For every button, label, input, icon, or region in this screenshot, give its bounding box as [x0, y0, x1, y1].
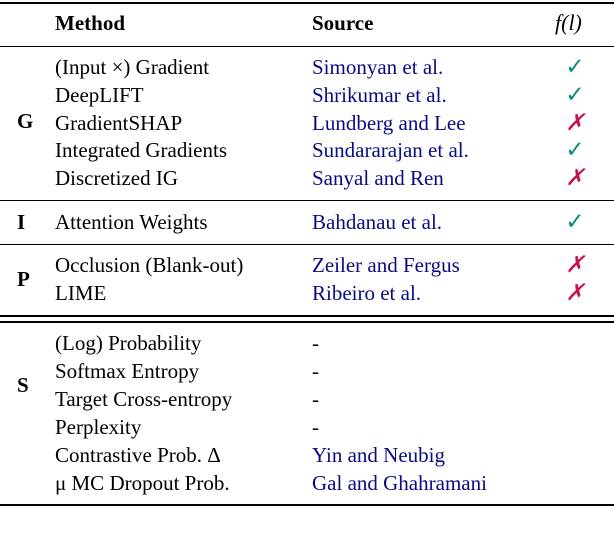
- group-label: I: [17, 210, 26, 234]
- double-rule: [0, 321, 614, 323]
- source-cell: -: [312, 331, 319, 355]
- group-rule: [0, 200, 614, 201]
- group-label: P: [17, 267, 30, 291]
- method-cell: Softmax Entropy: [55, 359, 200, 383]
- method-cell: DeepLIFT: [55, 83, 144, 107]
- group-rule: [0, 244, 614, 245]
- source-cell[interactable]: Lundberg and Lee: [312, 111, 466, 135]
- header-method: Method: [55, 11, 125, 35]
- source-cell: -: [312, 387, 319, 411]
- cross-icon: ✗: [565, 165, 585, 190]
- source-cell: -: [312, 359, 319, 383]
- check-icon: ✓: [565, 54, 585, 79]
- method-cell: Integrated Gradients: [55, 138, 228, 162]
- cross-icon: ✗: [565, 252, 585, 277]
- group-label: G: [17, 109, 34, 133]
- method-cell: Perplexity: [55, 415, 142, 439]
- cross-icon: ✗: [565, 110, 585, 135]
- method-cell: GradientSHAP: [55, 111, 183, 135]
- top-rule: [0, 2, 614, 4]
- source-cell[interactable]: Sanyal and Ren: [312, 166, 444, 190]
- check-icon: ✓: [565, 137, 585, 162]
- source-cell[interactable]: Bahdanau et al.: [312, 210, 443, 234]
- method-cell: LIME: [55, 281, 107, 305]
- header-source: Source: [312, 11, 374, 35]
- double-rule: [0, 315, 614, 317]
- header-rule: [0, 46, 614, 47]
- method-cell: Attention Weights: [55, 210, 208, 234]
- check-icon: ✓: [565, 209, 585, 234]
- method-cell: Target Cross-entropy: [55, 387, 233, 411]
- source-cell[interactable]: Simonyan et al.: [312, 55, 444, 79]
- method-cell: μ MC Dropout Prob.: [55, 471, 230, 495]
- method-cell: (Input ×) Gradient: [55, 55, 210, 79]
- method-cell: Contrastive Prob. Δ: [55, 443, 221, 467]
- source-cell[interactable]: Gal and Ghahramani: [312, 471, 487, 495]
- source-cell[interactable]: Sundararajan et al.: [312, 138, 469, 162]
- group-rule: [0, 504, 614, 506]
- source-cell[interactable]: Ribeiro et al.: [312, 281, 422, 305]
- method-cell: Occlusion (Blank-out): [55, 253, 244, 277]
- method-cell: Discretized IG: [55, 166, 179, 190]
- cross-icon: ✗: [565, 280, 585, 305]
- check-icon: ✓: [565, 82, 585, 107]
- header-fl: f(l): [555, 10, 582, 35]
- group-label: S: [17, 373, 29, 397]
- method-cell: (Log) Probability: [55, 331, 202, 355]
- source-cell: -: [312, 415, 319, 439]
- source-cell[interactable]: Yin and Neubig: [312, 443, 445, 467]
- source-cell[interactable]: Shrikumar et al.: [312, 83, 447, 107]
- source-cell[interactable]: Zeiler and Fergus: [312, 253, 460, 277]
